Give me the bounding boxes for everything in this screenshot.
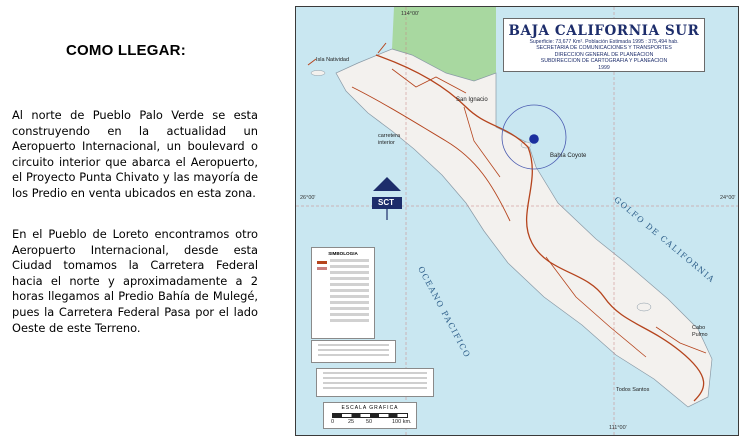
map-subtitle-line: DIRECCION GENERAL DE PLANEACION	[554, 51, 654, 58]
stats-row	[323, 387, 427, 389]
coord-right: 24°00'	[720, 195, 736, 201]
scale-tick: 25	[348, 419, 355, 425]
island-shape	[311, 70, 325, 75]
label-isla-natividad: Isla Natividad	[316, 57, 350, 63]
legend-row	[330, 283, 369, 286]
legend-row	[330, 277, 369, 280]
legend-row	[330, 301, 369, 304]
stats-row	[323, 372, 427, 374]
island-shape	[637, 303, 651, 311]
coord-left: 26°00'	[300, 195, 316, 201]
info-row	[318, 349, 389, 351]
legend-swatch-road	[317, 267, 327, 270]
scale-tick: 100 km.	[392, 419, 412, 425]
map-title: BAJA CALIFORNIA SUR	[508, 23, 700, 39]
annotation-arrow	[308, 59, 316, 65]
label-oceano-pacifico: OCEANO PACIFICO	[416, 265, 473, 360]
info-row	[318, 344, 389, 346]
label-bahia-coyote: Bahía Coyote	[550, 153, 587, 159]
info-row	[318, 354, 389, 356]
legend-swatch-highway	[317, 261, 327, 264]
label-san-ignacio: San Ignacio	[456, 97, 488, 103]
paragraph-loreto: En el Pueblo de Loreto encontramos otro Aeropuerto Internacional, desde esta Ciudad tomamos la Carretera Federal hacia el norte y aproximadamente a 2 horas llegamos al Predio Bahía de Mulegé, pues la Carretera Federal Pasa por el lado Oeste de este Terreno.	[12, 227, 258, 335]
legend-row	[330, 295, 369, 298]
map-stats-box	[316, 368, 434, 397]
coord-top: 114°00'	[401, 11, 420, 17]
legend-row	[330, 271, 369, 274]
label-cabo-pulmo: Cabo Pulmo	[692, 325, 708, 338]
coord-bottom: 111°00'	[609, 425, 627, 431]
legend-row	[330, 265, 369, 268]
scale-bar	[332, 413, 408, 418]
stats-row	[323, 382, 427, 384]
legend-row	[330, 313, 369, 316]
sct-logo	[371, 175, 403, 221]
map-subtitle-line: Superficie: 73,677 Km². Población Estimada 1995 : 375,494 hab.	[529, 39, 679, 45]
baja-california-sur-map	[295, 6, 739, 436]
map-subtitle-line: SECRETARIA DE COMUNICACIONES Y TRANSPORTES	[536, 45, 672, 52]
bahia-coyote-marker	[529, 134, 539, 144]
map-scale-box	[323, 402, 417, 429]
text-column	[12, 0, 258, 441]
scale-title: ESCALA GRAFICA	[341, 405, 399, 411]
stats-row	[323, 377, 427, 379]
label-carretera-interior: carretera interior	[378, 133, 401, 146]
legend-row	[330, 307, 369, 310]
map-title-box	[503, 18, 705, 72]
map-info-box	[311, 340, 396, 363]
annotation-arrow	[378, 43, 386, 53]
legend-title: SIMBOLOGIA	[328, 251, 358, 256]
legend-row	[330, 259, 369, 262]
label-todos-santos: Todos Santos	[616, 387, 650, 393]
scale-tick: 0	[331, 419, 335, 425]
page-heading: COMO LLEGAR:	[66, 42, 186, 59]
map-legend	[311, 247, 375, 339]
sct-logo-text: SCT	[378, 198, 394, 207]
map-subtitle-line: 1999	[598, 64, 610, 71]
legend-row	[330, 289, 369, 292]
label-golfo-de-california: GOLFO DE CALIFORNIA	[612, 195, 717, 285]
legend-row	[330, 319, 369, 322]
paragraph-airport-north: Al norte de Pueblo Palo Verde se esta construyendo en la actualidad un Aeropuerto Internacional, un boulevard o circuito interior que abarca el Aeropuerto, el Proyecto Punta Chivato y las mayoría de los Predio en venta ubicados en esta zona.	[12, 108, 258, 200]
scale-tick: 50	[366, 419, 373, 425]
map-subtitle-line: SUBDIRECCION DE CARTOGRAFIA Y PLANEACION	[540, 58, 668, 65]
